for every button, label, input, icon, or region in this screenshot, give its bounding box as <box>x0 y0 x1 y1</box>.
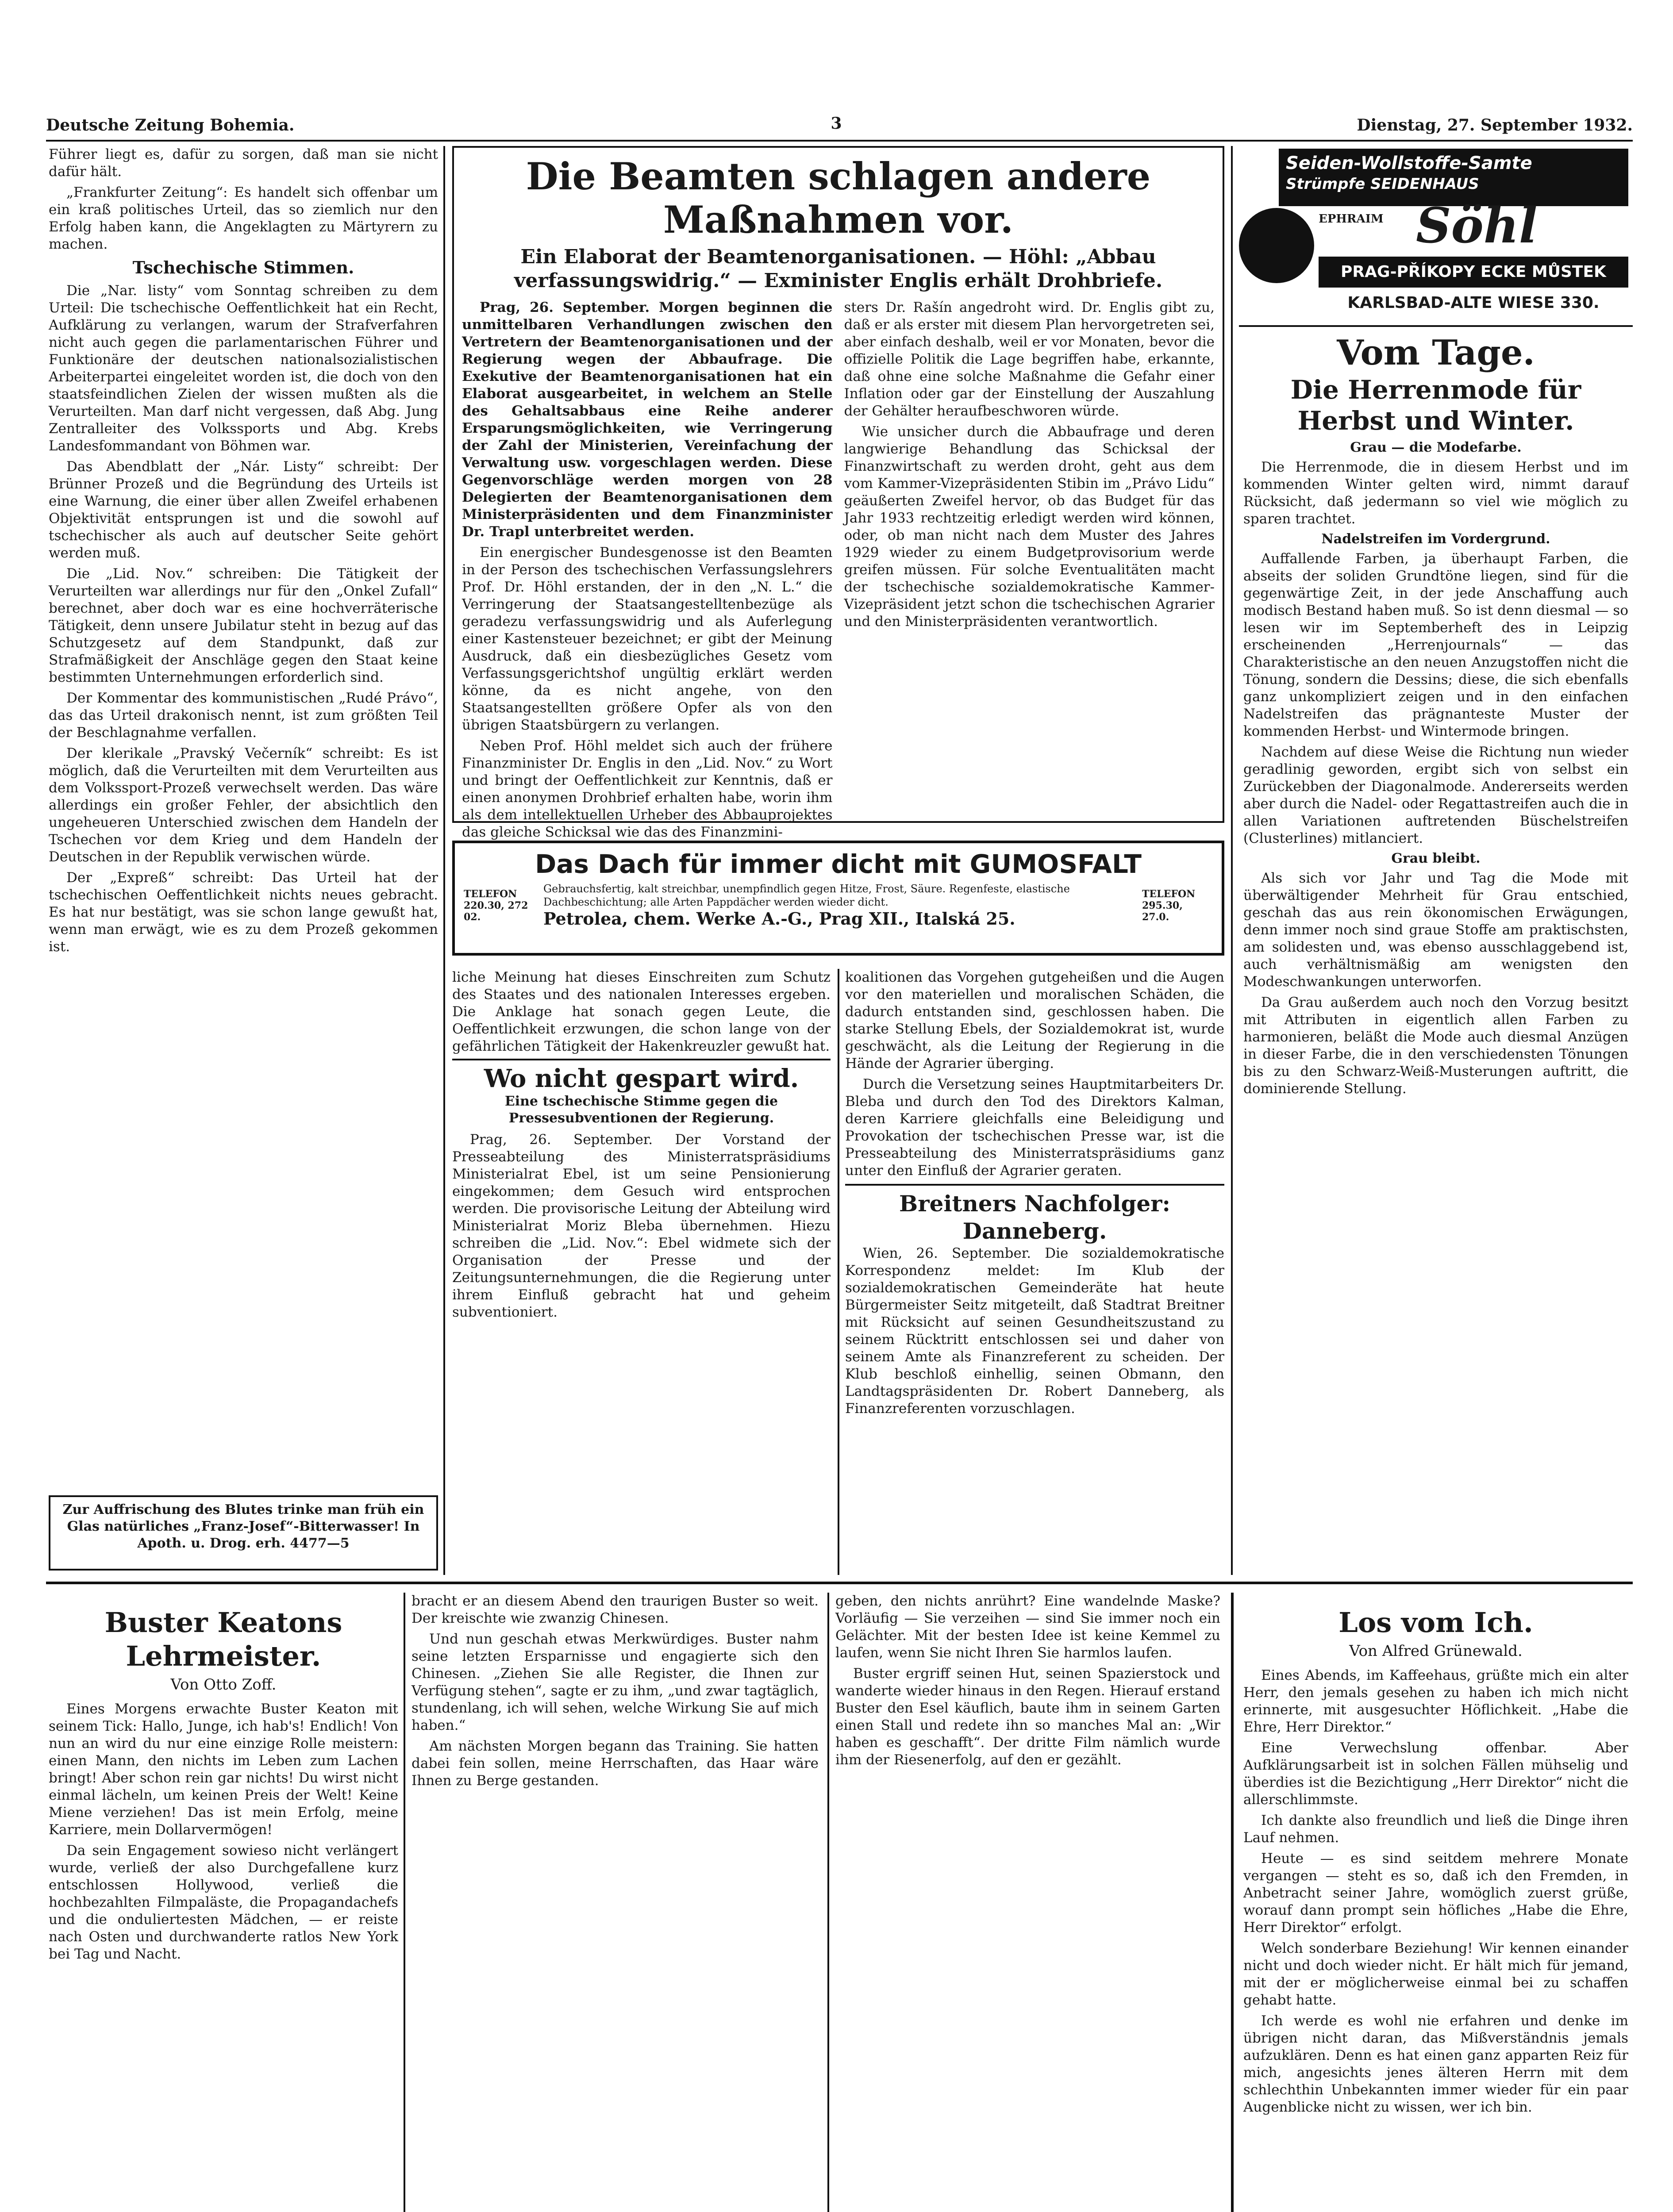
paragraph: Buster ergriff seinen Hut, seinen Spazierstock und wanderte wieder hinaus in den Regen. Hierauf erstand Buster den Esel käuflich, baute ihm in seinem Garten einen Stall und redete ihn so manches Mal an: „Wir haben es geschafft“. Der dritte Film nämlich wurde ihm der Riesenerfolg, auf den er gezählt. <box>835 1666 1220 1768</box>
herrenmode-headline: Die Herrenmode für Herbst und Winter. <box>1290 375 1581 436</box>
divider <box>1239 325 1633 327</box>
paragraph: Heute — es sind seitdem mehrere Monate vergangen — steht es so, daß ich den Fremden, in Anbetracht seiner Jahre, womöglich zuerst grüße, worauf dann prompt sein höfliches „Habe die Ehre, Herr Direktor“ erfolgt. <box>1243 1851 1628 1936</box>
bitterwasser-ad: Zur Auffrischung des Blutes trinke man früh ein Glas natürliches „Franz-Josef“-Bitterwasser! In Apoth. u. Drog. erh. 4477—5 <box>49 1495 438 1571</box>
column-rule <box>827 1593 829 2212</box>
vom-tage-heading: Vom Tage. <box>1337 333 1535 373</box>
paragraph: Die Herrenmode, die in diesem Herbst und im kommenden Winter gelten wird, nimmt darauf Rücksicht, daß jedermann so viel wie möglich zu sparen trachtet. <box>1243 459 1628 527</box>
feuilleton-col3 <box>835 1593 1220 2212</box>
column-rule <box>838 969 839 1575</box>
section-heading: Nadelstreifen im Vordergrund. <box>1321 531 1550 547</box>
paragraph: Eines Abends, im Kaffeehaus, grüßte mich ein alter Herr, den jemals gesehen zu haben ich mich nicht erinnerte, mit ausgesuchter Höflichkeit. „Habe die Ehre, Herr Direktor.“ <box>1243 1667 1628 1735</box>
paragraph: Wien, 26. September. Die sozialdemokratische Korrespondenz meldet: Im Klub der sozialdemokratischen Gemeinderäte hat heute Bürgermeister Seitz mitgeteilt, daß Stadtrat Breitner mit Rücksicht auf seinen Gesundheitszustand zu seinem Rücktritt entschlossen sei und daher von seinem Amte als Finanzreferent zu scheiden. Der Klub beschloß einhellig, seinen Obmann, den Landtagspräsidenten Dr. Robert Danneberg, als Finanzreferenten vorzuschlagen. <box>845 1245 1224 1417</box>
soehl-ad-line1: Seiden-Wollstoffe-Samte <box>1286 153 1532 173</box>
gumosfalt-text: Gebrauchsfertig, kalt streichbar, unempfindlich gegen Hitze, Frost, Säure. Regenfeste, elastische Dachbeschichtung; alle Arten Pappdächer werden wieder dicht. <box>543 883 1070 908</box>
paragraph: Die „Lid. Nov.“ schreiben: Die Tätigkeit der Verurteilten war allerdings nur für den „Onkel Zufall“ berechnet, aber doch war es eine hochverräterische Tätigkeit, denn unsere Jubilatur steht in bezug auf das Schutzgesetz auf dem Standpunkt, daß zur Strafmäßigkeit der Anschläge gegen den Staat keine bestimmten Unternehmungen erforderlich sind. <box>49 566 438 685</box>
gumosfalt-ad <box>452 841 1224 956</box>
column-rule <box>1231 1593 1234 2212</box>
breitner-headline: Breitners Nachfolger: Danneberg. <box>899 1190 1170 1244</box>
main-col-right <box>844 299 1215 845</box>
header-rule <box>46 140 1633 142</box>
gumosfalt-tel-left: TELEFON 220.30, 272 02. <box>464 888 528 923</box>
paragraph: Da sein Engagement sowieso nicht verlängert wurde, verließ der also Durchgefallene kurz entschlossen Hollywood, verließ die hochbezahlten Filmpaläste, die Propagandachefs und die onduliertesten Mädchen, — er reiste nach Osten und durchwanderte ratlos New York bei Tag und Nacht. <box>49 1843 398 1962</box>
paragraph: Prag, 26. September. Der Vorstand der Presseabteilung des Ministerratspräsidiums Ministerialrat Ebel, ist um seine Pensionierung eingekommen; dem Gesuch wird entsprochen werden. Die provisorische Leitung der Abteilung wird Ministerialrat Moriz Bleba übernehmen. Hiezu schreiben die „Lid. Nov.“: Ebel widmete sich der Organisation der Presse und der Zeitungsunternehmungen, die die Regierung unter ihrem Einfluß gebracht hat und geheim subventioniert. <box>452 1132 831 1320</box>
soehl-logo-icon <box>1239 208 1314 283</box>
main-subheadline: Ein Elaborat der Beamtenorganisationen. — Höhl: „Abbau verfassungswidrig.“ — Exminister Englis erhält Drohbriefe. <box>514 246 1163 292</box>
gumosfalt-tel-right: TELEFON 295.30, 27.0. <box>1142 888 1196 923</box>
soehl-ad-address1: PRAG-PŘÍKOPY ECKE MŮSTEK <box>1319 257 1628 288</box>
column-rule <box>443 146 445 1575</box>
feuilleton-col4 <box>1243 1593 1628 2212</box>
section-heading: Tschechische Stimmen. <box>132 257 354 277</box>
paragraph: Als sich vor Jahr und Tag die Mode mit überwältigender Mehrheit für Grau entschied, geschah das aus rein ökonomischen Erwägungen, denn immer noch sind graue Stoffe am praktischsten, am solidesten und, was ebenso ausschlaggebend ist, auch verhältnismäßig am wenigsten den Modeschwankungen unterworfen. <box>1243 870 1628 990</box>
feuilleton-col2 <box>412 1593 819 2212</box>
paragraph: „Frankfurter Zeitung“: Es handelt sich offenbar um ein kraß politisches Urteil, das so ziemlich nur den Erfolg haben kann, die Angeklagten zu Märtyrern zu machen. <box>49 184 438 252</box>
paragraph: Durch die Versetzung seines Hauptmitarbeiters Dr. Bleba und durch den Tod des Direktors Kalman, deren Karriere gleichfalls eine Beleidigung und Provokation der tschechischen Presse war, ist die Presseabteilung des Ministerratspräsidiums ganz unter den Einfluß der Agrarier geraten. <box>845 1076 1224 1179</box>
los-vom-ich-headline: Los vom Ich. <box>1338 1606 1533 1639</box>
section-heading: Grau bleibt. <box>1391 851 1481 866</box>
soehl-ad-line2: Strümpfe SEIDENHAUS <box>1286 175 1479 193</box>
soehl-ad-name: Söhl <box>1416 197 1538 254</box>
paragraph: Der „Expreß“ schreibt: Das Urteil hat der tschechischen Oeffentlichkeit nichts neues gebracht. Es hat nur bestätigt, was sie schon lange gewußt hat, wenn man erwägt, wie es zu dem Prozeß gekommen ist. <box>49 870 438 955</box>
paragraph: koalitionen das Vorgehen gutgeheißen und die Augen vor den materiellen und moralischen Schäden, die dadurch entstanden sind, geschlossen haben. Die starke Stellung Ebels, der Sozialdemokrat ist, wurde geschwächt, als die Leitung der Regierung in die Hände der Agrarier überging. <box>845 969 1224 1071</box>
paragraph: Eines Morgens erwachte Buster Keaton mit seinem Tick: Hallo, Junge, ich hab's! Endlich! Von nun an wird du nur eine einzige Rolle meistern: einen Mann, den nichts im Leben zum Lachen bringt! Aber schon rein gar nichts! Du wirst nicht einmal lächeln, um keinen Preis der Welt! Keine Miene verziehen! Das ist mein Erfolg, meine Karriere, mein Dollarvermögen! <box>49 1701 398 1838</box>
paragraph: Ich dankte also freundlich und ließ die Dinge ihren Lauf nehmen. <box>1243 1813 1628 1846</box>
divider <box>452 1059 831 1060</box>
feuilleton-rule <box>46 1582 1633 1584</box>
page-number: 3 <box>831 114 842 133</box>
paragraph: Welch sonderbare Beziehung! Wir kennen einander nicht und doch wieder nicht. Er hält mich für jemand, mit der er möglicherweise einmal bei zu schaffen gehabt hatte. <box>1243 1940 1628 2008</box>
paragraph: Eine Verwechslung offenbar. Aber Aufklärungsarbeit ist in solchen Fällen mühselig und überdies ist die Bezichtigung „Herr Direktor“ nicht die allerschlimmste. <box>1243 1740 1628 1808</box>
paragraph: Der Kommentar des kommunistischen „Rudé Právo“, das das Urteil drakonisch nennt, ist zum größten Teil der Beschlagnahme verfallen. <box>49 690 438 741</box>
paragraph: Ich werde es wohl nie erfahren und denke im übrigen nicht daran, das Mißverständnis jemals aufzuklären. Denn es hat einen ganz apparten Reiz für mich, angesichts jenes älteren Herrn mit dem schlechthin Unbekannten immer wieder für ein paar Augenblicke nicht zu wissen, wer ich bin. <box>1243 2013 1628 2115</box>
column-left <box>49 146 438 1548</box>
soehl-ad-address2: KARLSBAD-ALTE WIESE 330. <box>1347 294 1600 312</box>
paragraph: liche Meinung hat dieses Einschreiten zum Schutz des Staates und des nationalen Interesses ergeben. Die Anklage hat sonach gegen Leute, die Oeffentlichkeit erzwungen, die schon lange von der gefährlichen Tätigkeit der Hakenkreuzler gewußt hat. <box>452 969 831 1054</box>
paragraph: geben, den nichts anrührt? Eine wandelnde Maske? Vorläufig — Sie verzeihen — sind Sie immer noch ein Gelächter. Mit der besten Idee ist keine Kemmel zu laufen, wenn Sie nicht Ihren Sie harmlos laufen. <box>835 1593 1220 1661</box>
soehl-ad <box>1239 146 1633 323</box>
paragraph: Der klerikale „Pravský Večerník“ schreibt: Es ist möglich, daß die Verurteilten mit dem Verurteilten aus dem Volkssport-Prozeß verwechselt werden. Das wäre allerdings ein großer Fehler, der absichtlich den ungeheueren Unterschied zwischen dem Handeln der Tschechen vor dem Krieg und dem Handeln der Deutschen in der Republik verwischen würde. <box>49 745 438 865</box>
column-rule <box>404 1593 405 2212</box>
gumosfalt-title: Das Dach für immer dicht mit GUMOSFALT <box>535 849 1142 879</box>
main-headline: Die Beamten schlagen andere Maßnahmen vor. <box>526 154 1151 242</box>
paragraph: Wie unsicher durch die Abbaufrage und deren langwierige Behandlung das Schicksal der Finanzwirtschaft zu werden droht, geht aus dem vom Kammer-Vizepräsidenten Stibin im „Právo Lidu“ geäußerten Zweifel hervor, ob das Budget für das Jahr 1933 rechtzeitig erledigt werden wird können, oder, ob man nicht nach dem Muster des Jahres 1929 wieder zu einem Budgetprovisorium werde greifen müssen. Für solche Eventualitäten macht der tschechische sozialdemokratische Kammer-Vizepräsident jetzt schon die tschechischen Agrarier und den Ministerpräsidenten verantwortlich. <box>844 424 1215 630</box>
main-article <box>452 146 1224 840</box>
paragraph: Und nun geschah etwas Merkwürdiges. Buster nahm seine letzten Ersparnisse und engagierte sich den Chinesen. „Ziehen Sie alle Register, die Ihnen zur Verfügung stehen“, sagte er zu ihm, „und zwar tagtäglich, stundenlang, ich will sehen, welche Wirkung Sie auf mich haben.“ <box>412 1631 819 1733</box>
paragraph: sters Dr. Rašín angedroht wird. Dr. Englis gibt zu, daß er als erster mit diesem Plan hervorgetreten sei, aber einfach deshalb, weil er vor Monaten, bevor die offizielle Politik die Lage begriffen habe, erkannte, daß ohne eine solche Maßnahme die Gefahr einer Inflation oder gar der Einstellung der Auszahlung der Gehälter heraufbeschworen würde. <box>844 300 1215 419</box>
paragraph: Auffallende Farben, ja überhaupt Farben, die abseits der soliden Grundtöne liegen, sind für die gegenwärtige Zeit, in der jede Anschaffung auch modisch Bestand haben muß. So ist denn diesmal — so lesen wir im Septemberheft des in Leipzig erscheinenden „Herrenjournals“ — das Charakteristische an den neuen Anzugstoffen nicht die Tönung, sondern die Dessins; diese, die sich ebenfalls ganz unkompliziert zeigen und in den einfachen Nadelstreifen das prägnanteste Muster der kommenden Herbst- und Wintermode bringen. <box>1243 551 1628 739</box>
gumosfalt-firm: Petrolea, chem. Werke A.-G., Prag XII., Italská 25. <box>543 909 1015 929</box>
paragraph: bracht er an diesem Abend den traurigen Buster so weit. Der kreischte wie zwanzig Chinesen. <box>412 1593 819 1626</box>
paragraph: Ein energischer Bundesgenosse ist den Beamten in der Person des tschechischen Verfassungslehrers Prof. Dr. Höhl erstanden, der in den „N. L.“ die Verringerung der Staatsangestelltenbezüge als geradezu verfassungswidrig und als Auferlegung einer Kastensteuer bezeichnet; er gibt der Meinung Ausdruck, daß ein diesbezügliches Gesetz vom Verfassungsgerichtshof ungültig erklärt werden könne, da es nicht angehe, von den Staatsangestellten größere Opfer als von den übrigen Staatsbürgern zu verlangen. <box>462 545 833 733</box>
header-date: Dienstag, 27. September 1932. <box>1357 116 1633 134</box>
divider <box>845 1184 1224 1186</box>
herrenmode-subheadline: Grau — die Modefarbe. <box>1350 440 1522 455</box>
los-vom-ich-byline: Von Alfred Grünewald. <box>1349 1642 1523 1660</box>
wo-subheadline: Eine tschechische Stimme gegen die Pressesubventionen der Regierung. <box>504 1094 778 1126</box>
soehl-ad-owner: EPHRAIM <box>1319 212 1384 226</box>
paragraph: Da Grau außerdem auch noch den Vorzug besitzt mit Attributen in eigentlich allen Farben zu harmonieren, beläßt die Mode auch diesmal Anzügen in dieser Farbe, die in den verschiedensten Tönungen bis zu den Schwarz-Weiß-Musterungen auftritt, die dominierende Stellung. <box>1243 995 1628 1097</box>
main-col-left <box>462 299 833 845</box>
middle-col-left <box>452 969 831 1575</box>
paragraph: Die „Nar. listy“ vom Sonntag schreiben zu dem Urteil: Die tschechische Oeffentlichkeit hat ein Recht, Aufklärung zu verlangen, warum der Strafverfahren nicht auch gegen die parlamentarischen Führer und Funktionäre der deutschen nationalsozialistischen Arbeiterpartei eingeleitet worden ist, die doch von den staatsfeindlichen Zielen der wissen mußten als die Verurteilten. Man darf nicht vergessen, daß Abg. Jung Zentralleiter des Volkssports und Abg. Krebs Landesfommandant von Böhmen war. <box>49 283 438 454</box>
middle-col-right <box>845 969 1224 1575</box>
paragraph: Am nächsten Morgen begann das Training. Sie hatten dabei fein sollen, meine Herrschaften, das Haar wäre Ihnen zu Berge gestanden. <box>412 1738 819 1789</box>
paragraph: Das Abendblatt der „Nár. Listy“ schreibt: Der Brünner Prozeß und die Begründung des Urteils ist eine Warnung, die einer über allen Zweifel erhabenen Objektivität entsprungen ist und die sowohl auf tschechischer als auch auf deutscher Seite gehört werden muß. <box>49 459 438 561</box>
wo-headline: Wo nicht gespart wird. <box>484 1064 799 1093</box>
paragraph: Prag, 26. September. Morgen beginnen die unmittelbaren Verhandlungen zwischen den Vertretern der Beamtenorganisationen und der Regierung wegen der Abbaufrage. Die Exekutive der Beamtenorganisationen hat ein Elaborat ausgearbeitet, in welchem an Stelle des Gehaltsabbaus eine Reihe anderer Ersparungsmöglichkeiten, wie Verringerung der Zahl der Ministerien, Vereinfachung der Verwaltung usw. vorgeschlagen werden. Diese Gegenvorschläge werden morgen von 28 Delegierten der Beamtenorganisationen dem Ministerpräsidenten und dem Finanzminister Dr. Trapl unterbreitet werden. <box>462 300 833 540</box>
column-right <box>1243 332 1628 1575</box>
keaton-headline: Buster Keatons Lehrmeister. <box>104 1606 342 1672</box>
paragraph: Nachdem auf diese Weise die Richtung nun wieder geradlinig geworden, ergibt sich von selbst ein Zurückebben der Diagonalmode. Andererseits werden aber durch die Nadel- oder Regattastreifen auch die in allen Variationen auftretenden Büschelstreifen (Clusterlines) mitlanciert. <box>1243 744 1628 846</box>
header-title: Deutsche Zeitung Bohemia. <box>46 116 295 134</box>
keaton-byline: Von Otto Zoff. <box>170 1676 277 1694</box>
feuilleton-col1 <box>49 1593 398 2212</box>
column-rule <box>1231 146 1233 1575</box>
paragraph: Neben Prof. Höhl meldet sich auch der frühere Finanzminister Dr. Englis in den „Lid. Nov.“ zu Wort und bringt der Oeffentlichkeit zur Kenntnis, daß er einen anonymen Drohbrief erhalten habe, worin ihm als dem intellektuellen Urheber des Abbauprojektes das gleiche Schicksal wie das des Finanzmini- <box>462 738 833 840</box>
paragraph: Führer liegt es, dafür zu sorgen, daß man sie nicht dafür hält. <box>49 146 438 180</box>
